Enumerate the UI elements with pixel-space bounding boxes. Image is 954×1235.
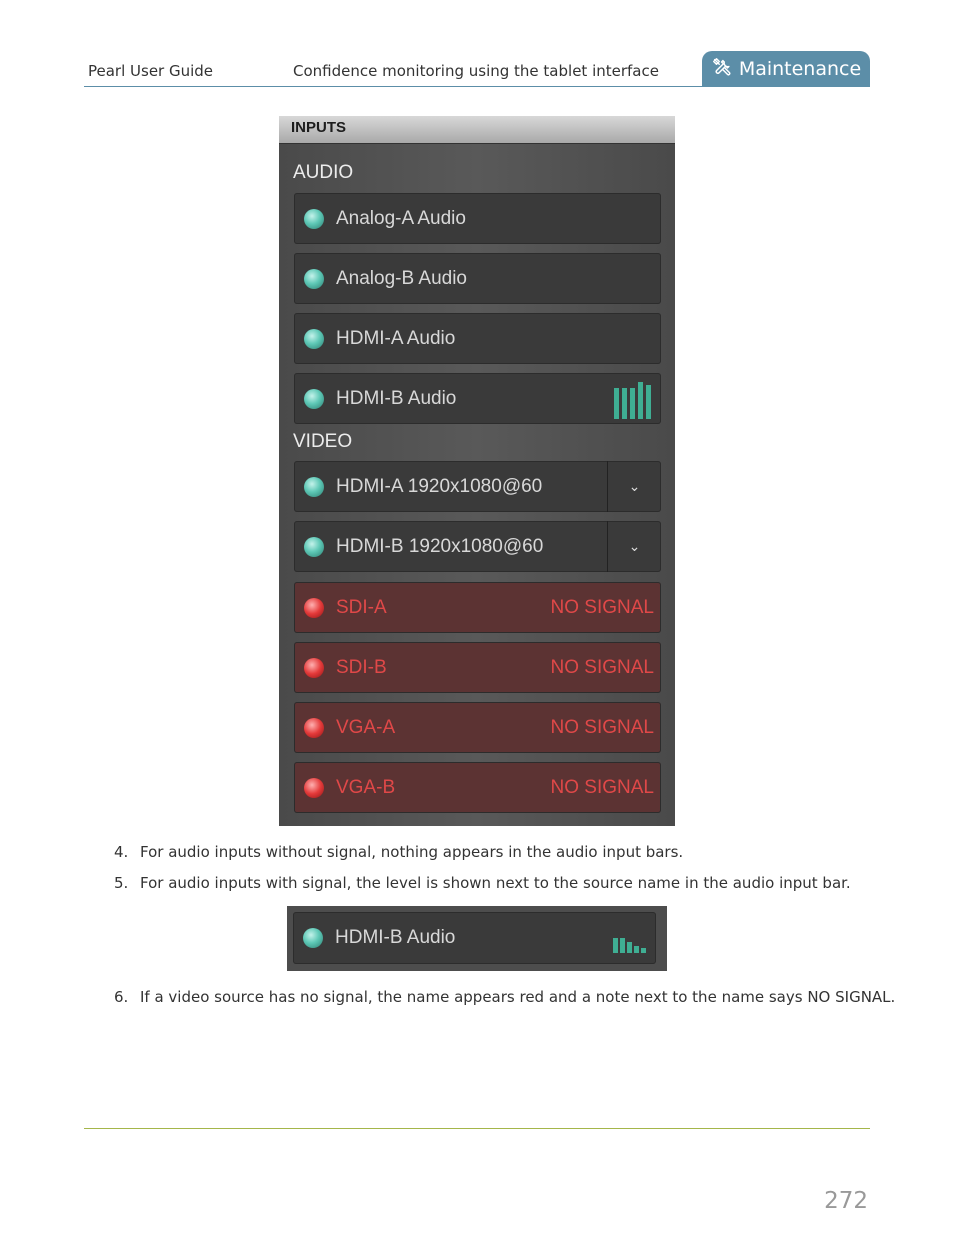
no-signal-note: NO SIGNAL [550,596,654,618]
no-signal-note: NO SIGNAL [550,776,654,798]
step-4 [114,843,683,861]
audio-input-analog-b[interactable] [294,253,661,304]
meter-bar [641,948,646,953]
no-signal-led-icon [304,718,324,738]
audio-input-label: Analog-A Audio [336,207,466,229]
video-input-sdi-a[interactable] [294,582,661,633]
meter-bar [646,385,651,419]
video-input-label: HDMI-B 1920x1080@60 [336,535,544,557]
video-input-hdmi-b[interactable] [294,521,661,572]
video-section-label: VIDEO [293,431,353,452]
meter-bar [614,388,619,419]
footer-divider [84,1128,870,1129]
video-input-label: VGA-B [336,776,396,798]
audio-input-analog-a[interactable] [294,193,661,244]
inputs-panel [279,116,675,826]
signal-led-icon [304,477,324,497]
inputs-panel-title: INPUTS [279,116,675,144]
step-5 [114,874,851,892]
meter-bar [634,946,639,953]
signal-led-icon [304,209,324,229]
maintenance-tab-label: Maintenance [738,58,862,80]
audio-input-hdmi-b-example[interactable] [293,912,656,964]
audio-level-meter [613,923,646,953]
signal-led-icon [303,928,323,948]
step-number: 4. [114,843,129,861]
audio-section-label: AUDIO [293,162,354,183]
no-signal-note: NO SIGNAL [550,656,654,678]
meter-bar [630,388,635,419]
no-signal-led-icon [304,778,324,798]
audio-input-label: HDMI-B Audio [336,387,457,409]
video-input-label: HDMI-A 1920x1080@60 [336,475,543,497]
audio-input-label: HDMI-B Audio [335,927,456,948]
audio-input-hdmi-a[interactable] [294,313,661,364]
section-title: Confidence monitoring using the tablet interface [293,62,659,80]
video-input-vga-a[interactable] [294,702,661,753]
meter-bar [627,942,632,953]
video-input-label: VGA-A [336,716,396,738]
maintenance-tab[interactable] [702,51,870,87]
chevron-down-icon[interactable]: ⌄ [607,521,661,572]
audio-input-label: HDMI-A Audio [336,327,456,349]
meter-bar [620,938,625,953]
meter-bar [613,938,618,953]
step-number: 5. [114,874,129,892]
audio-level-meter [614,379,651,419]
step-text: For audio inputs without signal, nothing appears in the audio input bars. [140,843,684,861]
audio-bar-example [287,906,667,971]
no-signal-led-icon [304,598,324,618]
signal-led-icon [304,537,324,557]
tools-icon [711,56,733,83]
video-input-label: SDI-B [336,656,387,678]
meter-bar [638,382,643,419]
step-number: 6. [114,988,129,1006]
no-signal-led-icon [304,658,324,678]
video-input-hdmi-a[interactable] [294,461,661,512]
signal-led-icon [304,329,324,349]
guide-title: Pearl User Guide [88,62,214,80]
audio-input-hdmi-b[interactable] [294,373,661,424]
video-input-label: SDI-A [336,596,387,618]
meter-bar [622,388,627,419]
signal-led-icon [304,389,324,409]
page-number: 272 [824,1188,868,1214]
step-text: For audio inputs with signal, the level is shown next to the source name in the audio input bar. [140,874,851,892]
video-input-vga-b[interactable] [294,762,661,813]
no-signal-note: NO SIGNAL [550,716,654,738]
video-input-sdi-b[interactable] [294,642,661,693]
audio-input-label: Analog-B Audio [336,267,467,289]
signal-led-icon [304,269,324,289]
step-text: If a video source has no signal, the name appears red and a note next to the name says NO SIGNAL. [140,988,896,1006]
chevron-down-icon[interactable]: ⌄ [607,461,661,512]
step-6 [114,988,895,1006]
